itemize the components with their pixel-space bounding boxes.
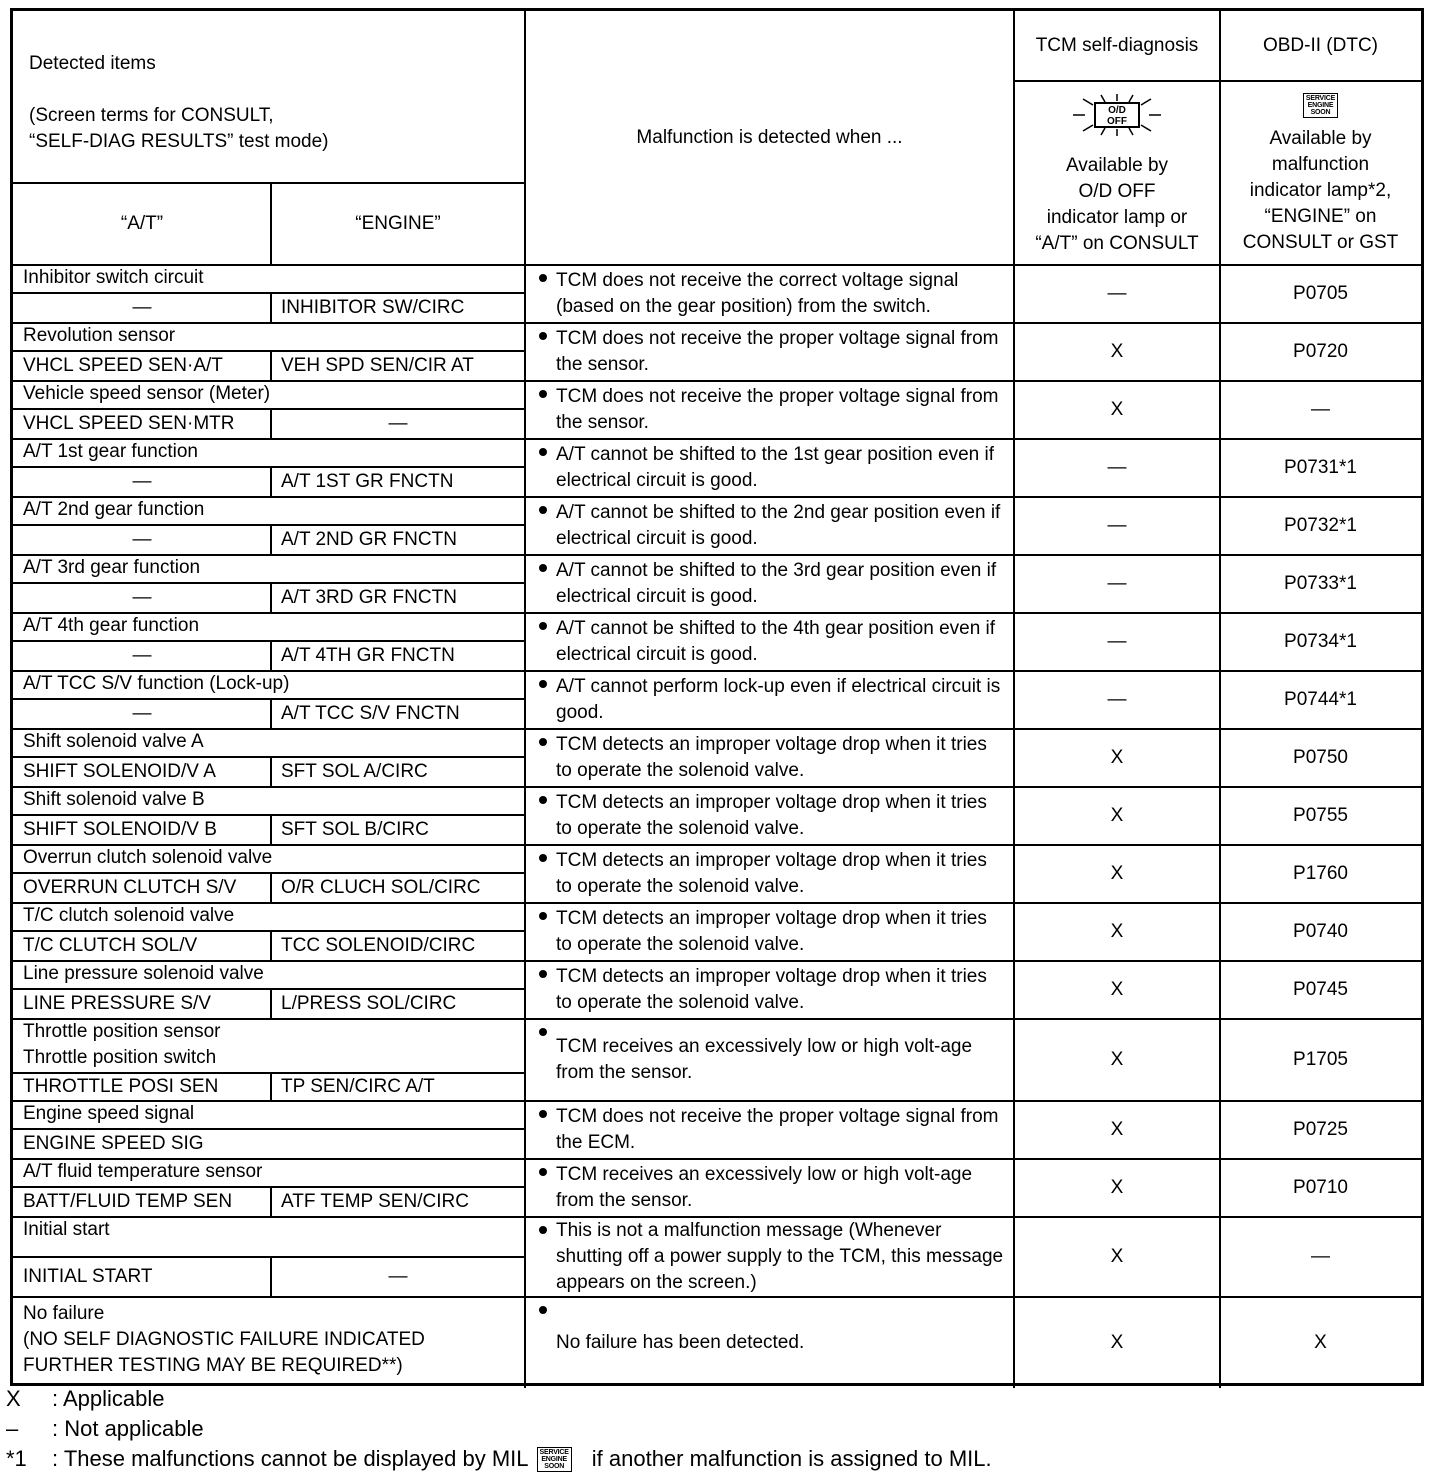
tcm-desc-line1: Available by — [1065, 155, 1169, 176]
detected-item-text: Initial start — [23, 1219, 110, 1240]
malfunction-description — [525, 381, 1014, 439]
bullet-icon — [539, 1306, 547, 1314]
detected-items-heading — [19, 51, 519, 77]
tcm-desc-line4: “A/T” on CONSULT — [1035, 233, 1199, 254]
table-row — [13, 1101, 1421, 1159]
at-column-label: “A/T” — [120, 213, 164, 234]
column-divider — [1219, 729, 1221, 787]
bullet-icon — [539, 448, 547, 456]
malfunction-text: TCM detects an improper voltage drop when it tries to operate the solenoid valve. — [556, 850, 987, 897]
legend-dash-text: : Not applicable — [52, 1416, 204, 1441]
column-divider — [1013, 1019, 1015, 1101]
tcm-availability-value: X — [1110, 747, 1124, 768]
tcm-availability-value: — — [1107, 573, 1127, 594]
obd-dtc-code: X — [1314, 1331, 1327, 1353]
detected-item-text: Line pressure solenoid valve — [23, 963, 264, 984]
column-divider — [524, 1297, 526, 1388]
tcm-availability-value: — — [1107, 283, 1127, 304]
obd-desc-line4: “ENGINE” on — [1264, 206, 1377, 227]
detected-item-text: Vehicle speed sensor (Meter) — [23, 383, 271, 404]
column-divider — [1219, 961, 1221, 1019]
legend-note — [6, 1444, 1426, 1474]
legend-x-symbol: X — [6, 1386, 21, 1411]
obd-dtc-code: P0725 — [1293, 1119, 1348, 1140]
obd-desc-line3: indicator lamp*2, — [1249, 180, 1392, 201]
column-divider — [1013, 1159, 1015, 1217]
at-screen-term: SHIFT SOLENOID/V B — [23, 819, 217, 840]
detected-items-label: Detected items — [29, 53, 156, 74]
detected-item-label — [13, 1101, 525, 1127]
ses-text-3: SOON — [544, 1462, 565, 1470]
tcm-availability-value: X — [1110, 1119, 1124, 1140]
column-divider — [1013, 323, 1015, 381]
obd-dtc-code: P0750 — [1293, 747, 1348, 768]
malfunction-description — [525, 1217, 1014, 1297]
ses-text-2: ENGINE — [1307, 102, 1334, 109]
obd-dtc-code: P0710 — [1293, 1177, 1348, 1198]
malfunction-text: TCM receives an excessively low or high volt-age from the sensor. — [556, 1164, 973, 1211]
tcm-availability-value: X — [1110, 921, 1124, 942]
obd-dtc-code: P0705 — [1293, 283, 1348, 304]
detected-item-text: Overrun clutch solenoid valve — [23, 847, 273, 868]
detected-item-label — [13, 439, 525, 465]
column-divider — [1219, 555, 1221, 613]
obd-dtc-code: P0744*1 — [1284, 689, 1357, 710]
obd-desc-line5: CONSULT or GST — [1242, 232, 1399, 253]
column-divider — [1219, 1019, 1221, 1101]
table-row — [13, 1217, 1421, 1297]
column-divider — [1013, 787, 1015, 845]
malfunction-description — [525, 497, 1014, 555]
column-divider — [524, 1019, 526, 1101]
column-divider — [1013, 1217, 1015, 1297]
table-row — [13, 323, 1421, 381]
column-divider — [524, 555, 526, 613]
obd-dtc-code: P0732*1 — [1284, 515, 1357, 536]
detected-item-label — [13, 1019, 525, 1071]
at-screen-term: VHCL SPEED SEN·A/T — [23, 355, 223, 376]
tcm-availability-value: — — [1107, 631, 1127, 652]
table-row — [13, 961, 1421, 1019]
bullet-icon — [539, 738, 547, 746]
obd-dtc-code: P0733*1 — [1284, 573, 1357, 594]
detected-item-label — [13, 961, 525, 987]
table-row — [13, 903, 1421, 961]
at-screen-term: LINE PRESSURE S/V — [23, 993, 211, 1014]
column-divider — [524, 497, 526, 555]
engine-screen-term: SFT SOL A/CIRC — [281, 761, 428, 782]
detected-item-text: A/T 4th gear function — [23, 615, 200, 636]
malfunction-text: TCM does not receive the proper voltage signal from the sensor. — [556, 328, 999, 375]
service-engine-soon-icon — [537, 1447, 572, 1472]
tcm-availability-value: X — [1110, 1049, 1124, 1070]
column-divider — [1013, 381, 1015, 439]
detected-item-label — [13, 323, 525, 349]
malfunction-text: A/T cannot be shifted to the 1st gear position even if electrical circuit is good. — [556, 444, 994, 491]
obd-dtc-code: P1760 — [1293, 863, 1348, 884]
screen-terms-note — [19, 103, 519, 155]
table-row — [13, 1159, 1421, 1217]
table-row — [13, 381, 1421, 439]
column-divider — [1013, 439, 1015, 497]
malfunction-description — [525, 729, 1014, 787]
at-screen-term: ENGINE SPEED SIG — [23, 1133, 204, 1154]
tcm-availability-value: — — [1107, 515, 1127, 536]
detected-item-label — [13, 1217, 525, 1243]
tcm-availability — [1014, 91, 1220, 265]
legend-x-text: : Applicable — [52, 1386, 165, 1411]
detected-item-text: A/T 2nd gear function — [23, 499, 205, 520]
engine-column-header — [271, 183, 525, 265]
malfunction-description — [525, 961, 1014, 1019]
detected-item-label — [13, 845, 525, 871]
malfunction-description — [525, 1019, 1014, 1101]
detected-item-label — [13, 613, 525, 639]
ses-text-3: SOON — [1310, 109, 1331, 116]
od-lamp-text-1: O/D — [1108, 105, 1126, 116]
column-divider — [1219, 613, 1221, 671]
column-divider — [524, 439, 526, 497]
column-divider — [1013, 613, 1015, 671]
column-divider — [524, 961, 526, 1019]
detected-item-label — [13, 1301, 525, 1379]
table-row — [13, 845, 1421, 903]
detected-item-text: A/T 1st gear function — [23, 441, 198, 462]
at-screen-term: — — [132, 703, 152, 724]
obd-dtc-code: — — [1311, 399, 1330, 420]
malfunction-text: TCM detects an improper voltage drop when it tries to operate the solenoid valve. — [556, 908, 987, 955]
at-screen-term: THROTTLE POSI SEN — [23, 1076, 219, 1097]
detected-item-text: Inhibitor switch circuit — [23, 267, 204, 288]
malfunction-description — [525, 1297, 1014, 1388]
table-row — [13, 1019, 1421, 1101]
column-divider — [1219, 323, 1221, 381]
detected-item-label — [13, 729, 525, 755]
malfunction-text: A/T cannot perform lock-up even if electrical circuit is good. — [556, 676, 1001, 723]
tcm-availability-value: X — [1110, 1177, 1124, 1198]
column-divider — [524, 729, 526, 787]
malfunction-column-header — [525, 11, 1014, 265]
obd-dtc-code: P0740 — [1293, 921, 1348, 942]
column-divider — [1013, 1101, 1015, 1159]
bullet-icon — [539, 854, 547, 862]
engine-screen-term: — — [388, 1266, 408, 1287]
service-engine-soon-icon — [1303, 93, 1338, 118]
table-row — [13, 265, 1421, 323]
column-divider — [1219, 1101, 1221, 1159]
detected-item-text: Revolution sensor — [23, 325, 176, 346]
obd-dtc-code: P1705 — [1293, 1049, 1348, 1070]
detected-item-text: Engine speed signal — [23, 1103, 195, 1124]
obd-desc-line2: malfunction — [1271, 154, 1370, 175]
engine-screen-term: VEH SPD SEN/CIR AT — [281, 355, 474, 376]
column-divider — [524, 381, 526, 439]
column-divider — [1013, 555, 1015, 613]
column-divider — [1013, 845, 1015, 903]
malfunction-description — [525, 265, 1014, 323]
tcm-availability-value: X — [1110, 805, 1124, 826]
table-row — [13, 729, 1421, 787]
tcm-desc-line3: indicator lamp or — [1046, 207, 1188, 228]
detected-item-label — [13, 555, 525, 581]
od-off-lamp-icon — [1071, 93, 1163, 137]
column-divider — [1219, 903, 1221, 961]
at-screen-term: INITIAL START — [23, 1266, 153, 1287]
engine-screen-term: — — [388, 413, 408, 434]
column-divider — [1219, 439, 1221, 497]
tcm-column-header — [1014, 11, 1220, 81]
bullet-icon — [539, 1226, 547, 1234]
engine-screen-term: A/T 2ND GR FNCTN — [281, 529, 457, 550]
detected-item-text: A/T TCC S/V function (Lock-up) — [23, 673, 290, 694]
bullet-icon — [539, 1028, 547, 1036]
obd-availability — [1220, 91, 1421, 265]
column-divider — [1219, 671, 1221, 729]
engine-screen-term: INHIBITOR SW/CIRC — [281, 297, 465, 318]
column-divider — [524, 1217, 526, 1297]
malfunction-description — [525, 613, 1014, 671]
bullet-icon — [539, 1110, 547, 1118]
engine-screen-term: SFT SOL B/CIRC — [281, 819, 429, 840]
obd-column-header — [1220, 11, 1421, 81]
detected-item-text-2: (NO SELF DIAGNOSTIC FAILURE INDICATED — [23, 1329, 425, 1350]
tcm-desc-line2: O/D OFF — [1078, 181, 1156, 202]
detected-item-text: Throttle position sensor — [23, 1021, 221, 1042]
engine-screen-term: A/T TCC S/V FNCTN — [281, 703, 460, 724]
detected-item-label — [13, 903, 525, 929]
engine-screen-term: A/T 4TH GR FNCTN — [281, 645, 455, 666]
column-divider — [524, 1101, 526, 1159]
at-screen-term: VHCL SPEED SEN·MTR — [23, 413, 235, 434]
detected-item-text: T/C clutch solenoid valve — [23, 905, 235, 926]
tcm-desc — [1035, 153, 1198, 257]
bullet-icon — [539, 622, 547, 630]
column-divider — [524, 323, 526, 381]
bullet-icon — [539, 564, 547, 572]
column-divider — [1013, 497, 1015, 555]
screen-terms-line1: (Screen terms for CONSULT, — [29, 105, 274, 126]
ses-text-1: SERVICE — [539, 1448, 569, 1456]
malfunction-description — [525, 1159, 1014, 1217]
obd-dtc-code: P0720 — [1293, 341, 1348, 362]
ses-text-1: SERVICE — [1305, 95, 1336, 102]
column-divider — [1219, 787, 1221, 845]
table-row — [13, 497, 1421, 555]
bullet-icon — [539, 912, 547, 920]
malfunction-text: TCM does not receive the proper voltage signal from the ECM. — [556, 1106, 999, 1153]
bullet-icon — [539, 506, 547, 514]
malfunction-description — [525, 1101, 1014, 1159]
malfunction-description — [525, 439, 1014, 497]
diagnostic-table — [10, 8, 1424, 1386]
tcm-availability-value: X — [1110, 1246, 1124, 1267]
bullet-icon — [539, 274, 547, 282]
malfunction-text: TCM detects an improper voltage drop when it tries to operate the solenoid valve. — [556, 734, 987, 781]
ses-text-2: ENGINE — [541, 1455, 567, 1463]
column-divider — [1219, 497, 1221, 555]
detected-item-text: No failure — [23, 1303, 105, 1324]
detected-item-text: Shift solenoid valve A — [23, 731, 204, 752]
engine-screen-term: O/R CLUCH SOL/CIRC — [281, 877, 481, 898]
malfunction-text: TCM detects an improper voltage drop when it tries to operate the solenoid valve. — [556, 792, 987, 839]
legend-note-text-before: : These malfunctions cannot be displayed by MIL — [52, 1446, 529, 1471]
tcm-availability-value: X — [1110, 341, 1124, 362]
legend-note-text-after: if another malfunction is assigned to MIL. — [591, 1446, 992, 1471]
malfunction-text: This is not a malfunction message (Whenever shutting off a power supply to the TCM, this message appears on the screen.) — [556, 1220, 1004, 1293]
malfunction-text: TCM receives an excessively low or high volt-age from the sensor. — [556, 1036, 973, 1083]
malfunction-text: TCM does not receive the correct voltage signal (based on the gear position) from the switch. — [556, 270, 959, 317]
malfunction-column-label: Malfunction is detected when ... — [636, 127, 903, 148]
column-divider — [1219, 1297, 1221, 1388]
column-divider — [524, 903, 526, 961]
tcm-availability-value: X — [1110, 399, 1124, 420]
at-screen-term: T/C CLUTCH SOL/V — [23, 935, 198, 956]
od-lamp-text-2: OFF — [1107, 116, 1127, 127]
column-divider — [1219, 265, 1221, 323]
tcm-availability-value: — — [1107, 457, 1127, 478]
detected-item-text: Shift solenoid valve B — [23, 789, 205, 810]
column-divider — [524, 671, 526, 729]
detected-item-text-3: FURTHER TESTING MAY BE REQUIRED**) — [23, 1355, 403, 1376]
column-divider — [1219, 381, 1221, 439]
malfunction-text: A/T cannot be shifted to the 2nd gear position even if electrical circuit is good. — [556, 502, 1001, 549]
tcm-column-label: TCM self-diagnosis — [1035, 35, 1199, 56]
table-row — [13, 439, 1421, 497]
detected-item-text-2: Throttle position switch — [23, 1047, 217, 1068]
malfunction-description — [525, 787, 1014, 845]
at-screen-term: OVERRUN CLUTCH S/V — [23, 877, 237, 898]
column-divider — [1219, 1159, 1221, 1217]
bullet-icon — [539, 796, 547, 804]
column-divider — [1013, 265, 1015, 323]
column-divider — [524, 845, 526, 903]
tcm-availability-value: X — [1110, 979, 1124, 1000]
obd-dtc-code: P0745 — [1293, 979, 1348, 1000]
malfunction-description — [525, 903, 1014, 961]
column-divider — [1013, 1297, 1015, 1388]
legend-applicable — [6, 1384, 1426, 1414]
detected-item-label — [13, 497, 525, 523]
column-divider — [524, 1159, 526, 1217]
detected-item-label — [13, 671, 525, 697]
engine-screen-term: ATF TEMP SEN/CIRC — [281, 1191, 469, 1212]
malfunction-text: TCM detects an improper voltage drop when it tries to operate the solenoid valve. — [556, 966, 987, 1013]
table-row — [13, 555, 1421, 613]
table-row — [13, 671, 1421, 729]
at-screen-term: — — [132, 471, 152, 492]
bullet-icon — [539, 332, 547, 340]
tcm-availability-value: X — [1110, 1331, 1124, 1353]
table-row — [13, 787, 1421, 845]
legend-dash-symbol: – — [6, 1416, 19, 1441]
obd-desc-line1: Available by — [1269, 128, 1372, 149]
detected-item-text: A/T fluid temperature sensor — [23, 1161, 263, 1182]
column-divider — [524, 613, 526, 671]
detected-item-label — [13, 787, 525, 813]
column-divider — [1219, 1217, 1221, 1297]
engine-screen-term: A/T 3RD GR FNCTN — [281, 587, 457, 608]
column-divider — [1013, 671, 1015, 729]
tcm-availability-value: X — [1110, 863, 1124, 884]
at-screen-term: — — [132, 645, 152, 666]
column-divider — [1219, 845, 1221, 903]
obd-column-label: OBD-II (DTC) — [1262, 35, 1379, 56]
malfunction-description — [525, 845, 1014, 903]
column-divider — [1013, 729, 1015, 787]
obd-dtc-code: P0731*1 — [1284, 457, 1357, 478]
malfunction-text: A/T cannot be shifted to the 4th gear position even if electrical circuit is good. — [556, 618, 996, 665]
malfunction-description — [525, 671, 1014, 729]
detected-item-text: A/T 3rd gear function — [23, 557, 201, 578]
bullet-icon — [539, 1168, 547, 1176]
obd-desc — [1243, 126, 1399, 256]
column-divider — [1013, 903, 1015, 961]
malfunction-description — [525, 323, 1014, 381]
column-divider — [524, 265, 526, 323]
engine-screen-term: L/PRESS SOL/CIRC — [281, 993, 457, 1014]
column-divider — [1013, 961, 1015, 1019]
engine-screen-term: A/T 1ST GR FNCTN — [281, 471, 454, 492]
malfunction-description — [525, 555, 1014, 613]
at-screen-term: SHIFT SOLENOID/V A — [23, 761, 216, 782]
table-row — [13, 613, 1421, 671]
legend-not-applicable — [6, 1414, 1426, 1444]
malfunction-text: TCM does not receive the proper voltage signal from the sensor. — [556, 386, 999, 433]
column-divider — [524, 787, 526, 845]
detected-item-label — [13, 381, 525, 407]
obd-dtc-code: — — [1311, 1246, 1330, 1267]
detected-item-label — [13, 1159, 525, 1185]
bullet-icon — [539, 680, 547, 688]
engine-column-label: “ENGINE” — [355, 213, 441, 234]
engine-screen-term: TCC SOLENOID/CIRC — [281, 935, 476, 956]
table-row — [13, 1297, 1421, 1388]
screen-terms-line2: “SELF-DIAG RESULTS” test mode) — [29, 131, 329, 152]
engine-screen-term: TP SEN/CIRC A/T — [281, 1076, 435, 1097]
legend-note-symbol: *1 — [6, 1446, 27, 1471]
obd-dtc-code: P0734*1 — [1284, 631, 1357, 652]
detected-item-label — [13, 265, 525, 291]
at-screen-term: BATT/FLUID TEMP SEN — [23, 1191, 233, 1212]
bullet-icon — [539, 970, 547, 978]
legend — [6, 1384, 1426, 1474]
malfunction-text: A/T cannot be shifted to the 3rd gear position even if electrical circuit is good. — [556, 560, 997, 607]
at-screen-term: — — [132, 529, 152, 550]
at-screen-term: — — [132, 297, 152, 318]
tcm-availability-value: — — [1107, 689, 1127, 710]
at-screen-term: — — [132, 587, 152, 608]
bullet-icon — [539, 390, 547, 398]
obd-dtc-code: P0755 — [1293, 805, 1348, 826]
at-column-header — [13, 183, 271, 265]
malfunction-text: No failure has been detected. — [556, 1331, 805, 1353]
